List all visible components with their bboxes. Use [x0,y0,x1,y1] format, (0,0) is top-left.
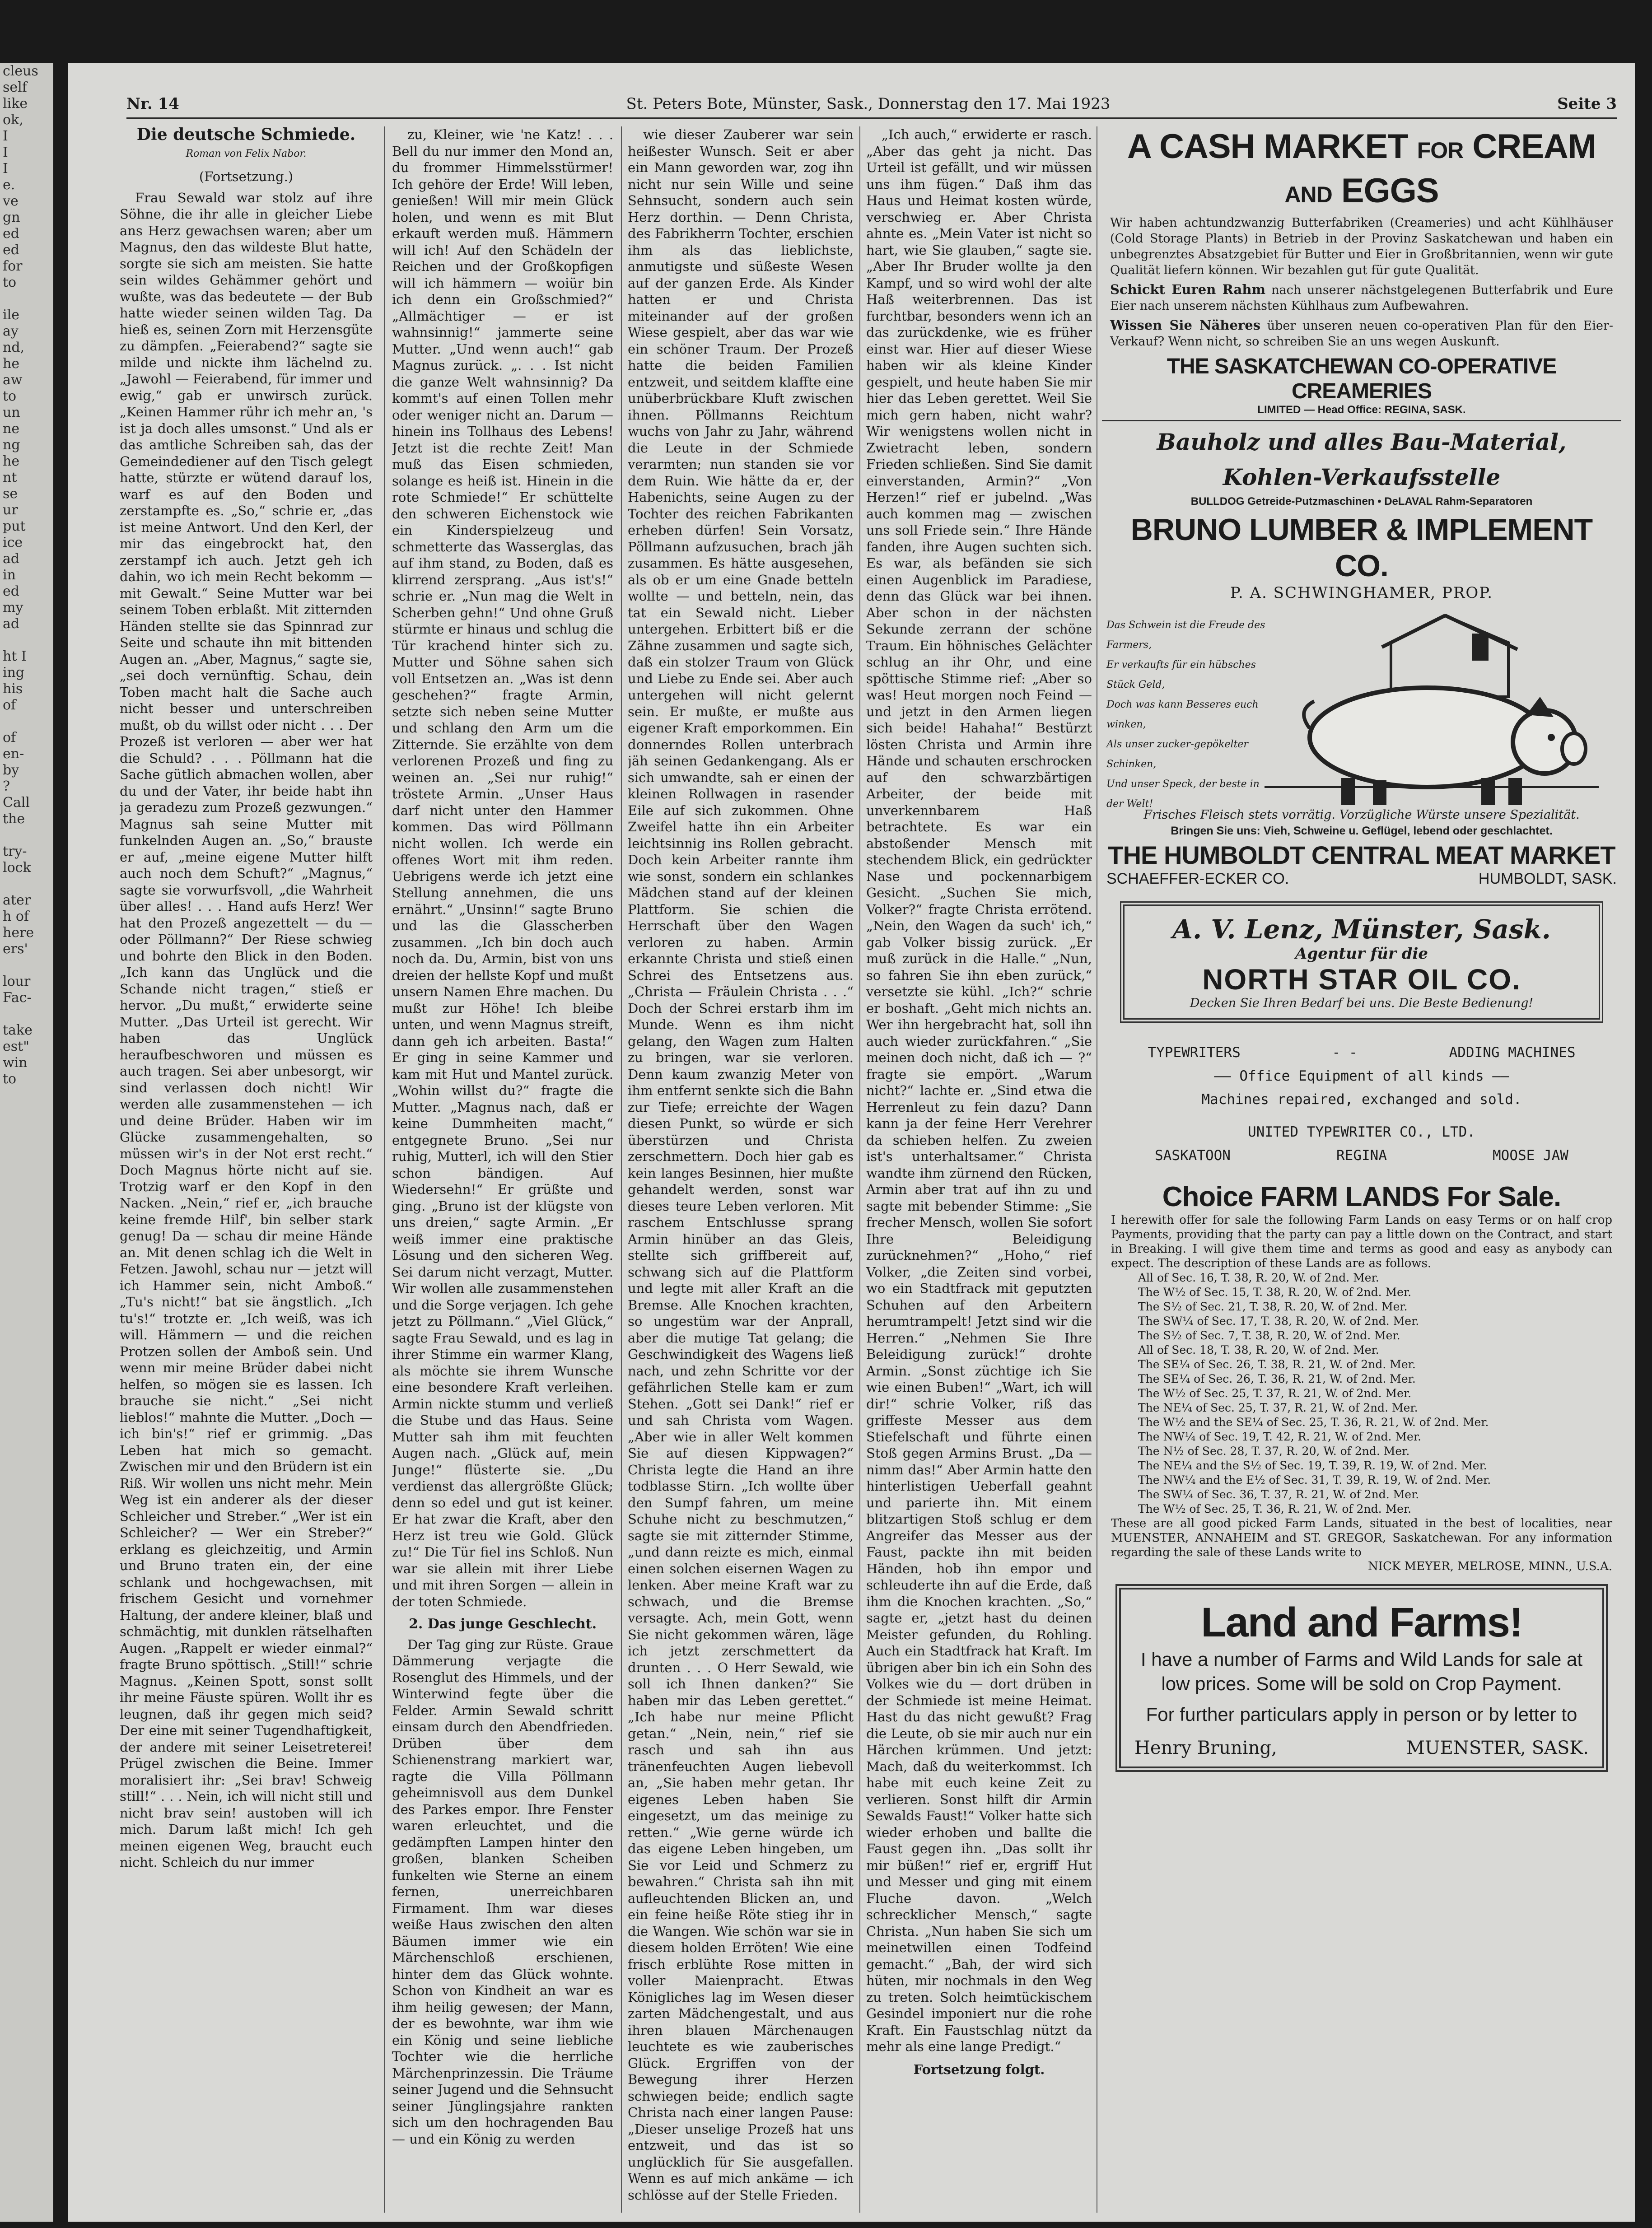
title-part: EGGS [1341,172,1439,210]
previous-page-fragment: put [3,518,26,534]
farm-land-entry: The NE¼ and the S½ of Sec. 19, T. 39, R. 19, W. of 2nd. Mer. [1138,1459,1487,1472]
farm-lands-intro: I herewith offer for sale the following Farm Lands on easy Terms or on half crop Payments, providing that the party can pay a little down on the Contract, and start in Breaking. I will give them time and terms as good and easy as anybody can expect. The description of these Lands are as follows. [1111,1213,1612,1270]
previous-page-fragment: gn [3,210,20,225]
creamery-company-name: THE SASKATCHEWAN CO-OPERATIVE CREAMERIES [1167,354,1557,403]
meat-location: HUMBOLDT, SASK. [1478,870,1617,887]
lead-phrase: Wissen Sie Näheres [1110,317,1261,333]
column-rule [859,126,860,2213]
farm-land-entry: The NE¼ of Sec. 25, T. 37, R. 21, W. of 2nd. Mer. [1138,1401,1418,1414]
title-part: A CASH MARKET [1127,127,1408,166]
creamery-ad [1102,126,1621,416]
previous-page-fragment: lock [3,860,31,876]
verse-line: Und unser Speck, der beste in der Welt! [1106,778,1260,810]
previous-page-fragment: to [3,275,17,290]
farm-lands-signature: NICK MEYER, MELROSE, MINN., U.S.A. [1367,1560,1612,1573]
lumber-ad-line: Bauholz und alles Bau-Material, [1157,429,1567,455]
previous-page-fragment: ing [3,665,25,681]
previous-page-fragment: aw [3,372,23,388]
previous-page-fragment: ng [3,437,20,453]
meat-company: SCHAEFFER-ECKER CO. [1106,870,1289,887]
lumber-ad [1102,428,1621,602]
previous-page-fragment: he [3,356,20,372]
meat-market-ad [1102,606,1621,888]
previous-page-fragment: ad [3,551,20,567]
meat-market-sub [1102,870,1621,888]
previous-page-fragment: Call [3,795,30,811]
lumber-products: BULLDOG Getreide-Putzmaschinen • DeLAVAL Rahm-Separatoren [1190,495,1533,508]
oil-agency-ad [1120,901,1603,1023]
previous-page-fragment: his [3,681,23,697]
previous-page-fragment: ers' [3,941,28,957]
issue-number: Nr. 14 [126,95,179,113]
previous-page-fragment: of [3,697,16,713]
ad-text: über unseren neuen co-operativen Plan für den Eier-Verkauf? Wenn nicht, so schreiben Sie an uns wegen Auskunft. [1110,319,1613,349]
agency-name: A. V. Lenz, Münster, Sask. [1172,914,1551,945]
lead-phrase: Schickt Euren Rahm [1110,282,1266,297]
city: REGINA [1336,1147,1387,1164]
typewriter-ad [1102,1041,1621,1167]
previous-page-fragment: by [3,762,19,778]
previous-page-fragment [0,291,53,307]
land-ad-text: For further particulars apply in person or by letter to [1146,1704,1577,1725]
pig-verse [1106,615,1269,814]
farm-land-entry: The SE¼ of Sec. 26, T. 38, R. 21, W. of 2nd. Mer. [1138,1358,1416,1371]
previous-page-fragment: ay [3,323,19,339]
previous-page-fragment: take [3,1022,33,1038]
previous-page-fragment: try- [3,844,27,859]
ad-text: —— Office Equipment of all kinds —— [1214,1068,1509,1084]
ad-text: nach unserer nächstgelegenen Butterfabrik und Eure Eier nach unserem nächsten Kühlhaus zum Aufbewahren. [1110,283,1614,313]
previous-page-fragment: ater [3,892,31,908]
previous-page-fragment [0,1006,53,1022]
title-part: AND [1284,182,1332,207]
farm-land-entry: The W½ of Sec. 15, T. 38, R. 20, W. of 2nd. Mer. [1138,1286,1412,1299]
previous-page-fragment [0,827,53,844]
previous-page-fragment [0,632,53,648]
creamery-company-sub: LIMITED — Head Office: REGINA, SASK. [1257,404,1466,416]
story-column-3 [628,126,854,2213]
farm-land-entry: The SE¼ of Sec. 26, T. 36, R. 21, W. of 2nd. Mer. [1138,1372,1416,1385]
previous-page-fragment: se [3,486,18,502]
farm-land-entry: The S½ of Sec. 21, T. 38, R. 20, W. of 2nd. Mer. [1138,1300,1408,1313]
story-title: Die deutsche Schmiede. [136,126,356,144]
previous-page-fragment: I [3,128,8,144]
column-rule [621,126,622,2213]
title-part: FOR [1417,138,1464,163]
story-column-2 [392,126,613,2213]
farm-land-entry: The W½ of Sec. 25, T. 37, R. 21, W. of 2nd. Mer. [1138,1387,1412,1400]
previous-page-fragment: e. [3,177,15,193]
previous-page-fragment: ok, [3,112,23,128]
meat-market-name: THE HUMBOLDT CENTRAL MEAT MARKET [1108,841,1615,869]
previous-page-edge [0,63,53,2222]
story-column-1 [120,126,373,2213]
land-ad-text: I have a number of Farms and Wild Lands for sale at low prices. Some will be sold on Crop Payment. [1140,1649,1583,1694]
farm-land-entry: The SW¼ of Sec. 17, T. 38, R. 20, W. of 2nd. Mer. [1138,1314,1419,1328]
advertisement-column [1102,126,1621,2213]
previous-page-fragment: self [3,79,27,95]
previous-page-fragment: win [3,1055,28,1071]
previous-page-fragment [0,876,53,892]
farm-lands-title: Choice FARM LANDS For Sale. [1162,1181,1561,1212]
story-text: wie dieser Zauberer war sein heißester Wunsch. Seit er aber ein Mann geworden war, zog ihn nicht nur sein Wille und seine Sehnsucht, sondern auch sein Herz dorthin. — Denn Christa, des Fabrikherrn Tochter, erschien ihm als das lieblichste, anmutigste und süßeste Wesen auf der ganzen Erde. Als Kinder hatten er und Christa miteinander auf der großen Wiese gespielt, aber das war wie ein schöner Traum. Der Prozeß hatte die beiden Familien entzweit, und seitdem klaffte eine unüberbrückbare Kluft zwischen ihnen. Pöllmanns Reichtum wuchs von Jahr zu Jahr, während die Leute in der Schmiede verarmten; nun standen sie vor dem Ruin. Wie hätte da er, der Habenichts, seine Augen zu der Tochter des reichen Fabrikanten erheben dürfen! Sein Vorsatz, Pöllmann aufzusuchen, brach jäh zusammen. Es hätte ausgesehen, als ob er um eine Gnade betteln wollte — und betteln, nein, das tat ein Sewald nicht. Lieber untergehen. Erbittert biß er die Zähne zusammen und sagte sich, daß ein stolzer Traum von Glück und Liebe zu Ende sei. Aber auch untergehen will nicht gelernt sein. Er mußte, er mußte aus eigener Kraft emporkommen. Ein donnerndes Rollen unterbrach jäh seinen Gedankengang. Als er sich umwandte, sah er einen der kleinen Rollwagen in rasender Eile auf sich zukommen. Ohne Zweifel hatte ihn ein Arbeiter leichtsinnig ins Rollen gebracht. Doch kein Arbeiter rannte ihm wie sonst, sondern ein schlankes Mädchen stand auf der kleinen Plattform. Sie schien die Herrschaft über den Wagen verloren zu haben. Armin erkannte Christa und stieß einen Schrei des Entsetzens aus. „Christa — Fräulein Christa . . .“ Doch der Schrei erstarb ihm im Munde. Wenn es ihm nicht gelang, den Wagen zum Halten zu bringen, war sie verloren. Denn kaum zwanzig Meter von ihm entfernt senkte sich die Bahn zur Tiefe; erreichte der Wagen diesen Punkt, so würde er sich überstürzen und Christa zerschmettern. Doch hier gab es kein langes Besinnen, hier mußte gehandelt werden, sonst war dieses teure Leben verloren. Mit raschem Entschlusse sprang Armin hinüber an das Gleis, stellte sich griffbereit auf, schwang sich auf die Plattform und legte mit aller Kraft an die Bremse. Alle Knochen krachten, so ungestüm war der Anprall, aber die mutige Tat gelang; die Geschwindigkeit des Wagens ließ nach, und zehn Schritte vor der gefährlichen Stelle kam er zum Stehen. „Gott sei Dank!“ rief er und sah Christa vom Wagen. „Aber wie in aller Welt kommen Sie auf diesen Kippwagen?“ Christa legte die Hand an ihre todblasse Stirn. „Ich wollte über den Sumpf fahren, um meine Schuhe nicht zu beschmutzen,“ sagte sie mit zitternder Stimme, „und dann reizte es mich, einmal einen solchen eisernen Wagen zu lenken. Aber meine Kraft war zu schwach, und die Bremse versagte. Ach, mein Gott, wenn Sie nicht gekommen wären, läge ich jetzt zerschmettert da drunten . . . O Herr Sewald, wie soll ich Ihnen danken?“ Sie haben mir das Leben gerettet.“ „Ich habe nur meine Pflicht getan.“ „Nein, nein,“ rief sie rasch und sah ihn aus tränenfeuchten Augen liebevoll an, „Sie haben mehr getan. Ihr eigenes Leben haben Sie eingesetzt, um das meinige zu retten.“ „Wie gerne würde ich das eigene Leben hingeben, um Sie vor Leid und Schmerz zu bewahren.“ Christa sah ihn mit aufleuchtenden Blicken an, und ein feine heiße Röte stieg ihr in die Wangen. Wie schön war sie in diesem holden Erröten! Wie eine frisch erblühte Rose mitten in voller Maienpracht. Etwas Königliches lag im Wesen dieser zarten Mädchengestalt, und aus ihren blauen Märchenaugen leuchtete es wie zauberisches Glück. Ergriffen von der Bewegung ihrer Herzen schwiegen beide; endlich sagte Christa nach einer langen Pause: „Dieser unselige Prozeß hat uns entzweit, und das ist so unglücklich für Sie ausgefallen. Wenn es auf mich ankäme — ich schlösse auf der Stelle Frieden. [628,127,854,2203]
lumber-proprietor: P. A. SCHWINGHAMER, PROP. [1230,584,1493,602]
previous-page-fragment: ne [3,421,20,437]
pig-illustration-area [1102,606,1621,810]
previous-page-fragment: like [3,96,28,112]
typewriter-row [1102,1144,1621,1167]
city: SASKATOON [1155,1147,1231,1164]
previous-page-fragment: en- [3,746,24,762]
farm-land-entry: The NW¼ of Sec. 19, T. 42, R. 21, W. of 2nd. Mer. [1138,1430,1421,1443]
advertiser-name: Henry Bruning, [1134,1738,1277,1758]
previous-page-fragment: cleus [3,63,38,79]
land-and-farms-ad [1115,1584,1608,1772]
title-part: CREAM [1472,127,1596,166]
creamery-ad-text: Wir haben achtundzwanzig Butterfabriken (Creameries) und acht Kühlhäuser (Cold Storage Plants) in Betrieb in der Provinz Saskatchewan und haben ein unbegrenztes Absatzgebiet für Butter und Eier in Großbritannien, wenn wir gute Qualität liefern können. Wir bezahlen gut für gute Qualität. [1110,216,1613,277]
previous-page-fragment: here [3,925,34,941]
verse-line: Er verkaufts für ein hübsches Stück Geld, [1106,659,1256,690]
verse-line: Doch was kann Besseres euch winken, [1106,699,1259,730]
typewriter-row [1102,1041,1621,1064]
meat-ad-line: Frisches Fleisch stets vorrätig. Vorzügliche Würste unsere Spezialität. [1143,808,1580,822]
previous-page-fragment: ve [3,193,19,209]
creamery-ad-text [1102,317,1621,350]
meat-ad-line: Bringen Sie uns: Vieh, Schweine u. Geflügel, lebend oder geschlachtet. [1171,825,1553,837]
farm-land-entry: All of Sec. 18, T. 38, R. 20, W. of 2nd. Mer. [1138,1343,1379,1356]
land-ad-title: Land and Farms! [1201,1599,1522,1645]
previous-page-fragment: I [3,144,8,160]
previous-page-fragment: ht I [3,648,27,664]
lumber-company-name: BRUNO LUMBER & IMPLEMENT CO. [1130,513,1593,583]
previous-page-fragment: un [3,405,20,420]
agency-label: Agentur für die [1295,945,1428,963]
farm-land-entry: The W½ and the SE¼ of Sec. 25, T. 36, R. 21, W. of 2nd. Mer. [1138,1416,1489,1429]
farm-land-entry: The S½ of Sec. 7, T. 38, R. 20, W. of 2nd. Mer. [1138,1329,1400,1342]
page-number: Seite 3 [1557,95,1617,113]
previous-page-fragment: ad [3,616,20,632]
verse-line: Als unser zucker-gepökelter Schinken, [1106,739,1248,770]
previous-page-fragment: h of [3,909,29,924]
previous-page-fragment: lour [3,974,31,989]
story-text: zu, Kleiner, wie 'ne Katz! . . . Bell du nur immer den Mond an, du frommer Himmelsstürmer! Ich gehöre der Erde! Will leben, genießen! Will mir mein Glück holen, und wenn es mit Blut erkauft werden muß. Hämmern will ich! Auf den Schädeln der Reichen und der Großkopfigen will ich hämmern — woiür bin ich denn ein Großschmied?“ „Allmächtiger — er ist wahnsinnig!“ jammerte seine Mutter. „Und wenn auch!“ gab Magnus zurück. „. . . Ist nicht die ganze Welt wahnsinnig? Da kommt's auf einen Tollen mehr oder weniger nicht an. Darum — hinein ins Tollhaus des Lebens! Jetzt ist die rechte Zeit! Man muß das Eisen schmieden, solange es heiß ist. Hinein in die rote Schmiede!“ Er schüttelte den schweren Eichenstock wie ein Kinderspielzeug und schmetterte das Wasserglas, das auf ihm stand, zu Boden, daß es klirrend zersprang. „Aus ist's!“ schrie er. „Nun mag die Welt in Scherben gehn!“ Und ohne Gruß stürmte er hinaus und schlug die Tür krachend hinter sich zu. Mutter und Söhne sahen sich voll Entsetzen an. „Was ist denn geschehen?“ fragte Armin, setzte sich neben seine Mutter und schlang den Arm um die Zitternde. Sie erzählte von dem verlorenen Prozeß und fing zu weinen an. „Sei nur ruhig!“ tröstete Armin. „Unser Haus darf nicht unter den Hammer kommen. Das wird Pöllmann nicht wollen. Ich werde ein offenes Wort mit ihm reden. Uebrigens werde ich jetzt eine Stellung annehmen, die uns ernährt.“ „Unsinn!“ sagte Bruno und las die Glasscherben zusammen. „Ich bin doch auch noch da. Du, Armin, bist von uns dreien der hellste Kopf und mußt unsern Namen Ehre machen. Du mußt zur Höhe! Ich bleibe unten, und wenn Magnus streift, dann geh ich arbeiten. Basta!“ Er ging in seine Kammer und kam mit Hut und Mantel zurück. „Wohin willst du?“ fragte die Mutter. „Magnus nach, daß er keine Dummheiten macht,“ entgegnete Bruno. „Sei nur ruhig, Mutterl, ich will den Stier schon bändigen. Auf Wiedersehn!“ Er grüßte und ging. „Bruno ist der klügste von uns dreien,“ sagte Armin. „Er weiß immer eine praktische Lösung und den sicheren Weg. Sei darum nicht verzagt, Mutter. Wir wollen alle zusammenstehen und die Sorge verjagen. Ich gehe jetzt zu Pöllmann.“ „Viel Glück,“ sagte Frau Sewald, und es lag in ihrer Stimme ein warmer Klang, als möchte sie ihrem Wunsche eine besondere Kraft verleihen. Armin nickte stumm und verließ die Stube und das Haus. Seine Mutter sah ihm mit feuchten Augen nach. „Glück auf, mein Junge!“ flüsterte sie. „Du verdienst das allergrößte Glück; denn so edel und gut ist keiner. Er hat zwar die Kraft, aber den Herz ist treu wie Gold. Glück zu!“ Die Tür fiel ins Schloß. Nun war sie allein mit ihrer Liebe und mit ihren Sorgen — allein in der toten Schmiede. [392,127,613,1609]
previous-page-fragment: nt [3,470,17,485]
previous-page-fragment: ? [3,778,10,794]
farm-land-entry: All of Sec. 16, T. 38, R. 20, W. of 2nd. Mer. [1138,1271,1379,1284]
previous-page-fragment: ice [3,535,23,550]
ad-text: Machines repaired, exchanged and sold. [1201,1091,1522,1108]
verse-line: Das Schwein ist die Freude des Farmers, [1106,620,1265,651]
previous-page-fragment: for [3,258,23,274]
farm-land-entry: The N½ of Sec. 28, T. 37, R. 20, W. of 2nd. Mer. [1138,1445,1410,1458]
farm-lands-ad [1102,1181,1621,1573]
chapter-heading: 2. Das junge Geschlecht. [408,1616,597,1632]
newspaper-page [68,63,1635,2222]
to-be-continued: Fortsetzung folgt. [913,2061,1045,2077]
previous-page-fragment: ile [3,307,19,323]
creamery-ad-text [1102,282,1621,314]
story-column-4 [866,126,1092,2213]
previous-page-fragment: Fac- [3,990,32,1006]
oil-company-name: NORTH STAR OIL CO. [1202,963,1521,996]
story-text: Frau Sewald war stolz auf ihre Söhne, die ihr alle in gleicher Liebe ans Herz gewachsen waren; aber um Magnus, den das wildeste Blut hatte, sorgte sie sich am meisten. Sie hatte sein wildes Gehämmer gehört und wußte, was das bedeutete — der Bub hatte wieder seinen wilden Tag. Da hieß es, seinen Zorn mit Herzensgüte zu dämpfen. „Feierabend?“ sagte sie milde und nickte ihm lächelnd zu. „Jawohl — Feierabend, für immer und ewig,“ gab er unwirsch zurück. „Keinen Hammer rühr ich mehr an, 's ist ja doch alles umsonst.“ Und als er das amtliche Schreiben sah, das der Gemeindediener auf den Tisch gelegt hatte, stürzte er wütend darauf los, warf es auf den Boden und zerstampfte es. „So,“ schrie er, „das ist meine Antwort. Und den Kerl, der mir das eingebrockt hat, den zerstampf ich auch. Jetzt geh ich dahin, wo ich mein Recht bekomm — mit Gewalt.“ Seine Mutter war bei seinem Toben erblaßt. Mit zitternden Händen stellte sie das Spinnrad zur Seite und schaute ihn mit bittenden Augen an. „Aber, Magnus,“ sagte sie, „sei doch vernünftig. Schau, dein Toben macht halt die Sache auch nicht besser und unterschreiben mußt, ob du willst oder nicht . . . Der Prozeß ist verloren — aber wer hat die Schuld? . . . Pöllmann hat die Sache gütlich abmachen wollen, aber du und der Vater, ihr beide habt ihn ja geradezu zum Prozeß gezwungen.“ Magnus sah seine Mutter mit funkelnden Augen an. „So,“ brauste er auf, „meine eigene Mutter hilft auch noch dem Schuft?“ „Magnus,“ sagte sie vorwurfsvoll, „die Wahrheit über alles! . . . Hand aufs Herz! Wer hat den Prozeß angezettelt — du — oder Pöllmann?“ Der Riese schwieg und bohrte den Blick in den Boden. „Ich kann das Unglück und die Schande nicht tragen,“ stieß er hervor. „Du mußt,“ erwiderte seine Mutter. „Das Urteil ist gerecht. Wir haben das Unglück heraufbeschworen und müssen es auch tragen. Sei aber unbesorgt, wir sind verlassen doch nicht! Wir werden alle zusammenstehen — ich und deine Brüder. Haben wir im Glücke zusammengehalten, so müssen wir's in der Not erst recht.“ Doch Magnus hörte nicht auf sie. Trotzig warf er den Kopf in den Nacken. „Nein,“ rief er, „ich brauche keine fremde Hilf', bin selber stark genug! Da — schau dir meine Hände an. Mit denen schlag ich die Welt in Fetzen. Jawohl, schau nur — jetzt will ich Hammer sein, nicht Amboß.“ „Tu's nicht!“ bat sie ängstlich. „Ich tu's!“ trotzte er. „Ich weiß, was ich will. Hämmern — und die reichen Protzen sollen der Amboß sein. Und wenn mir meine Brüder dabei nicht helfen, so mögen sie es lassen. Ich brauche sie nicht.“ „Sei nicht lieblos!“ mahnte die Mutter. „Doch — ich bin's!“ rief er grimmig. „Das Leben hat mich so gemacht. Zwischen mir und den Brüdern ist ein Riß. Wir wollen uns nicht mehr. Mein Weg ist ein anderer als der dieser Schleicher und Streber.“ „Wer ist ein Schleicher? — Wer ein Streber?“ erklang es gleichzeitig, und Armin und Bruno traten ein, der eine schlank und hochgewachsen, mit frischem Gesicht und vornehmer Haltung, der andere kleiner, blaß und schmächtig, mit dunklen rätselhaften Augen. „Rappelt er wieder einmal?“ fragte Bruno spöttisch. „Still!“ schrie Magnus. „Keinen Spott, sonst sollt ihr meine Fäuste spüren. Wollt ihr es leugnen, daß ihr gegen mich seid? Der eine mit seiner Tugendhaftigkeit, der andere mit seiner Leisetreterei! Prügel zwischen die Beine. Immer moralisiert ihr: „Sei brav! Schweig still!“ . . . Nein, ich will nicht still und nicht brav sein! austoben will ich mich. Darum laßt mich! Ich geh meinen eigenen Weg, braucht euch nicht. Schleich du nur immer [120,190,373,1870]
farm-lands-outro: These are all good picked Farm Lands, situated in the best of localities, near MUENSTER, ANNAHEIM and ST. GREGOR, Saskatchewan. For any information regarding the sale of these Lands write to [1111,1517,1612,1559]
city: MOOSE JAW [1493,1147,1568,1164]
previous-page-fragment: ed [3,583,19,599]
previous-page-fragment: the [3,811,25,827]
previous-page-fragment: of [3,730,16,746]
advertiser-location: MUENSTER, SASK. [1406,1738,1589,1758]
farm-land-entry: The SW¼ of Sec. 36, T. 37, R. 21, W. of 2nd. Mer. [1138,1488,1419,1501]
land-ad-signature [1130,1738,1593,1758]
story-byline: Roman von Felix Nabor. [186,148,307,159]
previous-page-fragment: to [3,388,17,404]
previous-page-fragment: to [3,1071,17,1087]
previous-page-fragment: ed [3,226,19,242]
previous-page-fragment: I [3,161,8,177]
ad-text: TYPEWRITERS [1148,1044,1241,1061]
ad-text: ADDING MACHINES [1449,1044,1576,1061]
ad-text: - - [1332,1044,1358,1061]
previous-page-fragment: in [3,567,16,583]
creamery-ad-title [1102,126,1621,215]
previous-page-fragment [0,957,53,974]
column-rule [384,126,385,2213]
previous-page-fragment [0,713,53,730]
farm-land-entry: The W½ of Sec. 25, T. 36, R. 21, W. of 2nd. Mer. [1138,1502,1412,1515]
page-header [126,90,1617,119]
previous-page-fragment: he [3,453,20,469]
story-text: „Ich auch,“ erwiderte er rasch. „Aber das geht ja nicht. Das Urteil ist gefällt, und wir müssen uns ihm fügen.“ Daß ihm das Haus und Heimat kosten würde, verschwieg er. Aber Christa ahnte es. „Mein Vater ist nicht so hart, wie Sie glauben,“ sagte sie. „Aber Ihr Bruder wollte ja den Kampf, und so wird wohl der alte Haß weiterbrennen. Das ist furchtbar, besonders wenn ich an das zurückdenke, wie es früher einst war. Hier auf dieser Wiese haben wir als kleine Kinder gespielt, und heute haben Sie mir hier das Leben gerettet. Weil Sie mich gern haben, nicht wahr? Wir wenigstens wollen nicht in Zwietracht leben, sondern Frieden schließen. Sind Sie damit einverstanden, Armin?“ „Von Herzen!“ rief er jubelnd. „Was auch kommen mag — zwischen uns soll Friede sein.“ Ihre Hände fanden, ihre Augen suchten sich. Es war, als befänden sie sich einen Augenblick im Paradiese, denn das Glück war bei ihnen. Aber schon in der nächsten Sekunde zerrann der schöne Traum. Ein höhnisches Gelächter schlug an ihr Ohr, und eine spöttische Stimme rief: „Aber so was! Heut morgen noch Feind — und jetzt in den Armen liegen sich beide! Hahaha!“ Bestürzt lösten Christa und Armin ihre Hände und schauten erschrocken auf den schwarzbärtigen Arbeiter, der beide mit unverkennbarem Haß betrachtete. Es war ein abstoßender Mensch mit stechendem Blick, ein gedrückter Nase und pockennarbigem Gesicht. „Suchen Sie mich, Volker?“ fragte Christa errötend. „Nein, den Wagen da such' ich,“ gab Volker bissig zurück. „Er muß zurück in die Halle.“ „Nun, so fahren Sie ihn eben zurück,“ versetzte sie kühl. „Ich?“ schrie er boshaft. „Geht mich nichts an. Wer ihn hergebracht hat, soll ihn auch wieder zurückfahren.“ „Sie meinen doch nicht, daß ich — ?“ fragte sie empört. „Warum nicht?“ lachte er. „Sind etwa die Herrenleut zu fein dazu? Dann kann ja der feine Herr Verehrer da schieben helfen. Zu zweien ist's unterhaltsamer.“ Christa wandte ihm zürnend den Rücken, Armin aber trat auf ihn zu und sagte mit bebender Stimme: „Sie frecher Mensch, wollen Sie sofort Ihre Beleidigung zurücknehmen?“ „Hoho,“ rief Volker, „die Zeiten sind vorbei, wo ein Stadtfrack mit geputzten Schuhen auf den Arbeitern herumtrampelt! Jetzt sind wir die Herren.“ „Nehmen Sie Ihre Beleidigung zurück!“ drohte Armin. „Sonst züchtige ich Sie wie einen Buben!“ „Wart, ich will dir!“ schrie Volker, riß das griffeste Messer aus dem Stiefelschaft und führte einen Stoß gegen Armins Brust. „Da — nimm das!“ Aber Armin hatte den hinterlistigen Ueberfall geahnt und parierte ihn. Mit einem blitzartigen Stoß schlug er dem Angreifer das Messer aus der Faust, packte ihn mit beiden Händen, hob ihn empor und schleuderte ihn auf die Erde, daß ihm die Knochen krachten. „So,“ sagte er, „jetzt hast du deinen Meister gefunden, du Rohling. Auch ein Stadtfrack hat Kraft. Im übrigen aber bin ich ein Sohn des Volkes wie du — dort drüben in der Schmiede ist meine Heimat. Hast du das nicht gewußt? Frag die Leute, ob sie mir auch nur ein Härchen krümmen. Und jetzt: Mach, daß du weiterkommst. Ich habe mit euch keine Zeit zu verlieren. Sonst hilft dir Armin Sewalds Faust!“ Volker hatte sich wieder erhoben und ballte die Faust gegen ihn. „Das sollt ihr mir büßen!“ rief er, ergriff Hut und Messer und ging mit einem Fluche davon. „Welch schrecklicher Mensch,“ sagte Christa. „Nun haben Sie sich um meinetwillen einen Todfeind gemacht.“ „Bah, der wird sich hüten, mir nochmals in den Weg zu treten. Solch heimtückischem Gesindel imponiert nur die rohe Kraft. Ein Faustschlag nützt da mehr als eine lange Predigt.“ [866,127,1092,2054]
farm-lands-list [1102,1271,1621,1516]
previous-page-fragment: ed [3,242,19,258]
previous-page-fragment: est" [3,1039,30,1054]
agency-tagline: Decken Sie Ihren Bedarf bei uns. Die Beste Bedienung! [1190,996,1534,1010]
lumber-ad-line: Kohlen-Verkaufsstelle [1223,464,1501,490]
typewriter-company: UNITED TYPEWRITER CO., LTD. [1248,1124,1475,1140]
previous-page-fragment: my [3,600,23,615]
story-text: Der Tag ging zur Rüste. Graue Dämmerung verjagte die Rosenglut des Himmels, und der Winterwind fegte über die Felder. Armin Sewald schritt einsam durch den Abendfrieden. Drüben über dem Schienenstrang markiert war, ragte die Villa Pöllmann geheimnisvoll aus dem Dunkel des Parkes empor. Ihre Fenster waren erleuchtet, und die gedämpften Lampen hinter den großen, blanken Scheiben funkelten wie Sterne an einem fernen, unerreichbaren Firmament. Ihm war dieses weiße Haus zwischen den alten Bäumen immer wie ein Märchenschloß erschienen, hinter dem das Glück wohnte. Schon von Kindheit an war es ihm heilig gewesen; der Mann, der es bewohnte, war ihm wie ein König und seine liebliche Tochter wie die herrliche Märchenprinzessin. Die Träume seiner Jugend und die Sehnsucht seiner Jünglingsjahre rankten sich um den hochragenden Bau — und ein König zu werden [392,1636,613,2147]
farm-land-entry: The NW¼ and the E½ of Sec. 31, T. 39, R. 19, W. of 2nd. Mer. [1138,1473,1491,1487]
previous-page-fragment: ur [3,502,18,518]
masthead-line: St. Peters Bote, Münster, Sask., Donnerstag den 17. Mai 1923 [626,95,1111,113]
pig-icon [1255,606,1608,805]
previous-page-fragment: nd, [3,340,25,355]
continued-note: (Fortsetzung.) [199,169,294,184]
ad-divider [1102,420,1621,421]
